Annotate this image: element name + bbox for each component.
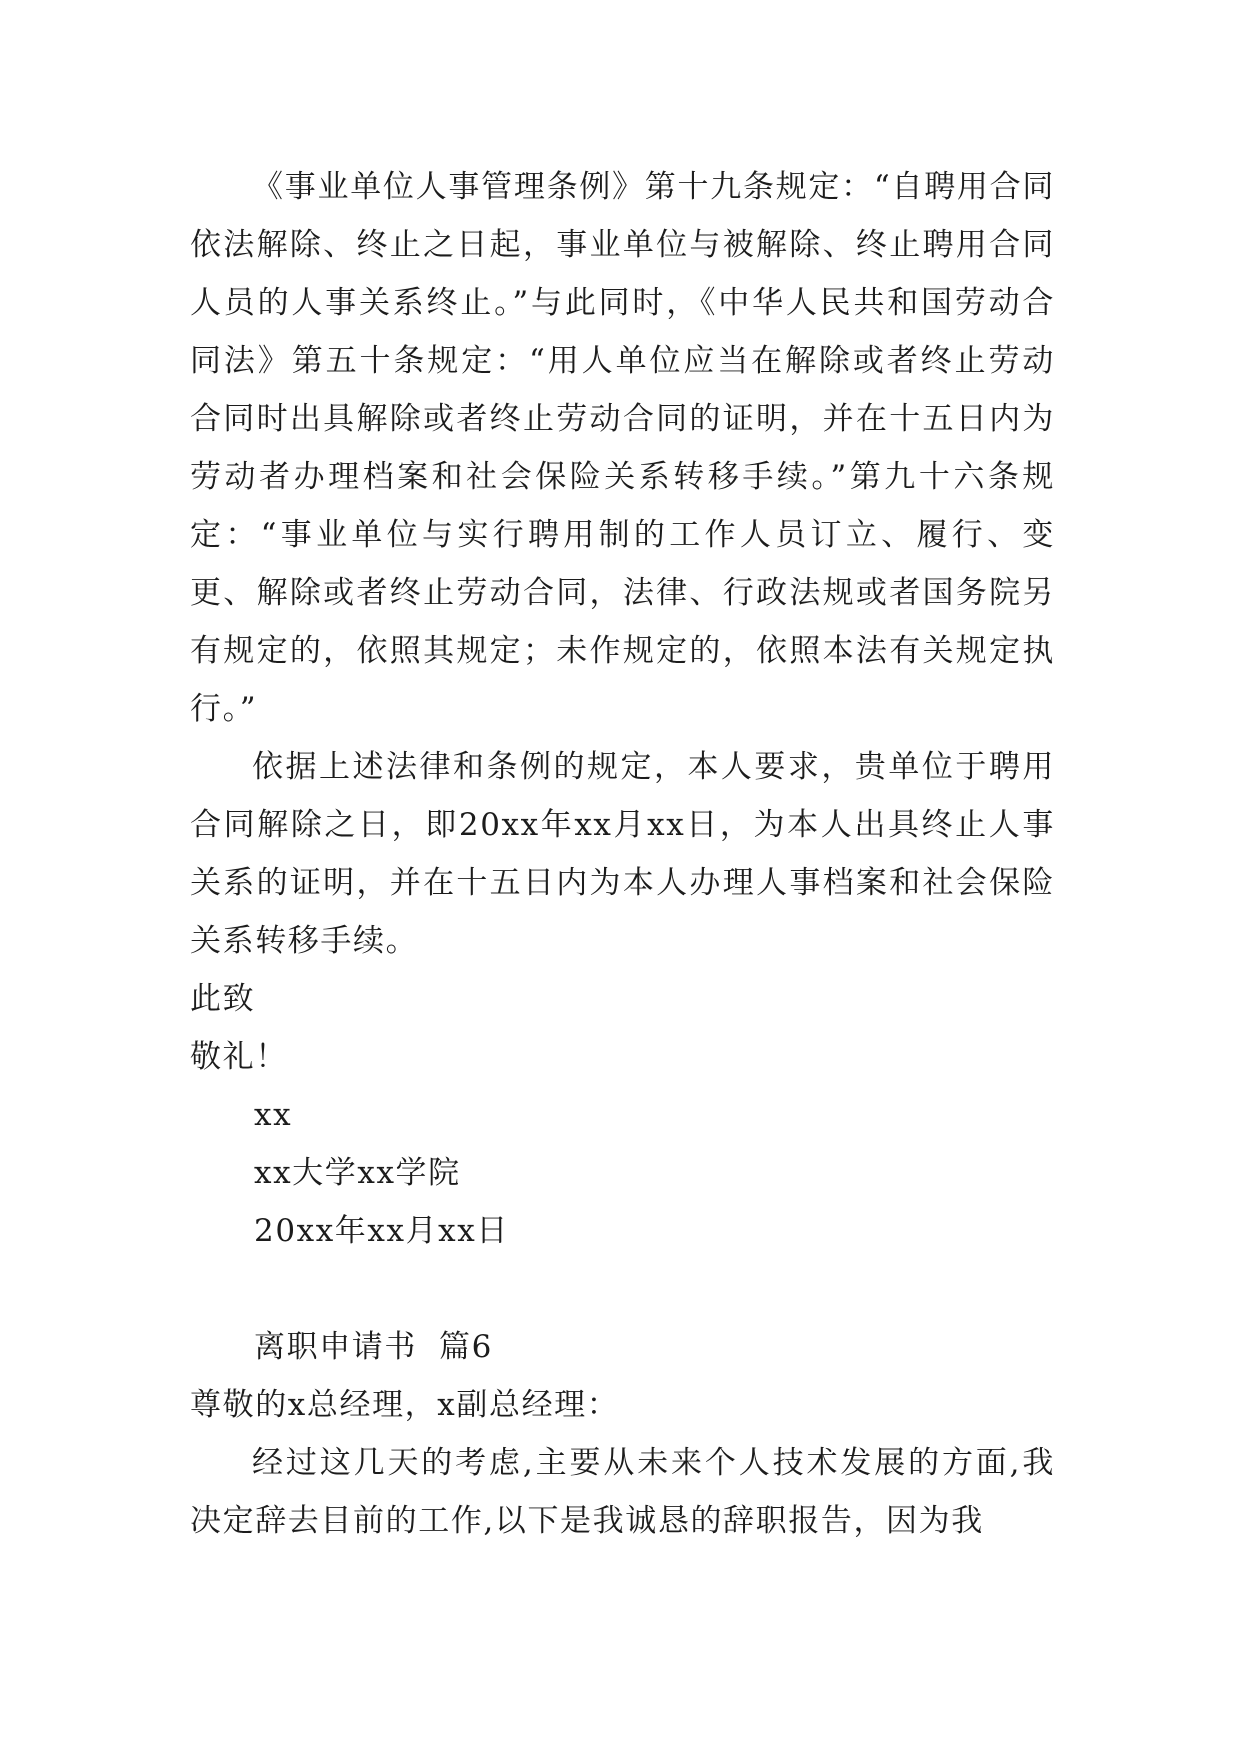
signature-date: 20xx年xx月xx日: [254, 1213, 509, 1249]
body-paragraph: 《事业单位人事管理条例》第十九条规定：“自聘用合同依法解除、终止之日起，事业单位与被解除、终止聘用合同人员的人事关系终止。”与此同时，《中华人民共和国劳动合同法》第五十条规定：“用人单位应当在解除或者终止劳动合同时出具解除或者终止劳动合同的证明，并在十五日内为劳动者办理档案和社会保险关系转移手续。”第九十六条规定：“事业单位与实行聘用制的工作人员订立、履行、变更、解除或者终止劳动合同，法律、行政法规或者国务院另有规定的，依照其规定；未作规定的，依照本法有关规定执行。”: [190, 169, 1055, 727]
body-paragraph: 依据上述法律和条例的规定，本人要求，贵单位于聘用合同解除之日，即20xx年xx月xx日，为本人出具终止人事关系的证明，并在十五日内为本人办理人事档案和社会保险关系转移手续。: [190, 749, 1055, 959]
salutation: 尊敬的x总经理，x副总经理：: [190, 1387, 620, 1423]
closing-line: 此致: [190, 981, 256, 1017]
section-number: 篇6: [439, 1329, 493, 1365]
section-title: 离职申请书: [254, 1329, 417, 1365]
body-paragraph: 经过这几天的考虑,主要从未来个人技术发展的方面,我决定辞去目前的工作,以下是我诚恳的辞职报告，因为我: [190, 1445, 1055, 1539]
signature-org: xx大学xx学院: [254, 1155, 461, 1191]
closing-salute: 敬礼！: [190, 1039, 288, 1075]
signature-name: xx: [254, 1097, 293, 1133]
section-spacer: [190, 1260, 1055, 1318]
section-heading: [190, 1318, 1055, 1376]
document-page: [190, 158, 1055, 1550]
